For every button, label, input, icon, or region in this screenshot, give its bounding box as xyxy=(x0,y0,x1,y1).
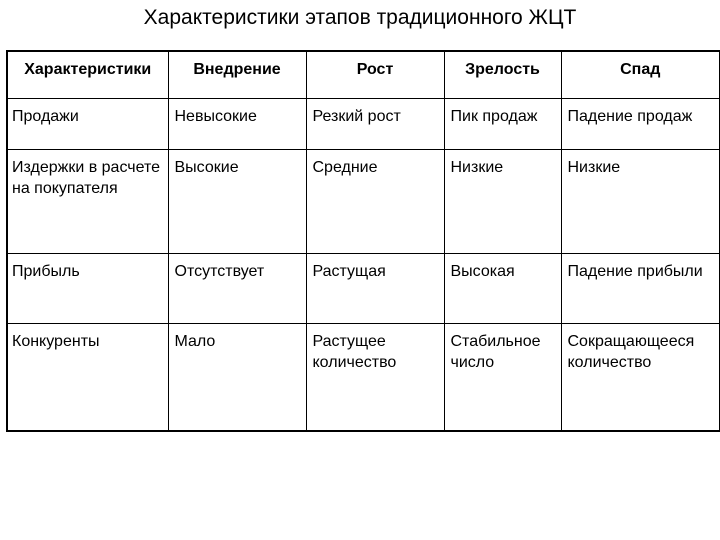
lifecycle-table xyxy=(6,50,720,432)
row-label: Конкуренты xyxy=(7,323,168,431)
table-cell: Низкие xyxy=(561,149,720,253)
table-cell: Высокие xyxy=(168,149,306,253)
table-cell: Сокращающееся количество xyxy=(561,323,720,431)
table-cell: Растущая xyxy=(306,253,444,323)
table-cell: Низкие xyxy=(444,149,561,253)
column-header-characteristics: Характеристики xyxy=(7,51,168,98)
column-header-growth: Рост xyxy=(306,51,444,98)
table-cell: Мало xyxy=(168,323,306,431)
column-header-decline: Спад xyxy=(561,51,720,98)
column-header-maturity: Зрелость xyxy=(444,51,561,98)
table-row xyxy=(7,98,720,149)
column-header-introduction: Внедрение xyxy=(168,51,306,98)
table-row xyxy=(7,149,720,253)
table-cell: Падение продаж xyxy=(561,98,720,149)
table-cell: Резкий рост xyxy=(306,98,444,149)
table-row xyxy=(7,253,720,323)
row-label: Издержки в расчете на покупателя xyxy=(7,149,168,253)
table-cell: Высокая xyxy=(444,253,561,323)
row-label: Прибыль xyxy=(7,253,168,323)
page-title: Характеристики этапов традиционного ЖЦТ xyxy=(143,6,577,29)
row-label: Продажи xyxy=(7,98,168,149)
table-row xyxy=(7,323,720,431)
table-cell: Стабильное число xyxy=(444,323,561,431)
table-header-row xyxy=(7,51,720,98)
table-cell: Средние xyxy=(306,149,444,253)
table-cell: Невысокие xyxy=(168,98,306,149)
table-cell: Падение прибыли xyxy=(561,253,720,323)
table-cell: Отсутствует xyxy=(168,253,306,323)
table-cell: Пик продаж xyxy=(444,98,561,149)
table-cell: Растущее количество xyxy=(306,323,444,431)
